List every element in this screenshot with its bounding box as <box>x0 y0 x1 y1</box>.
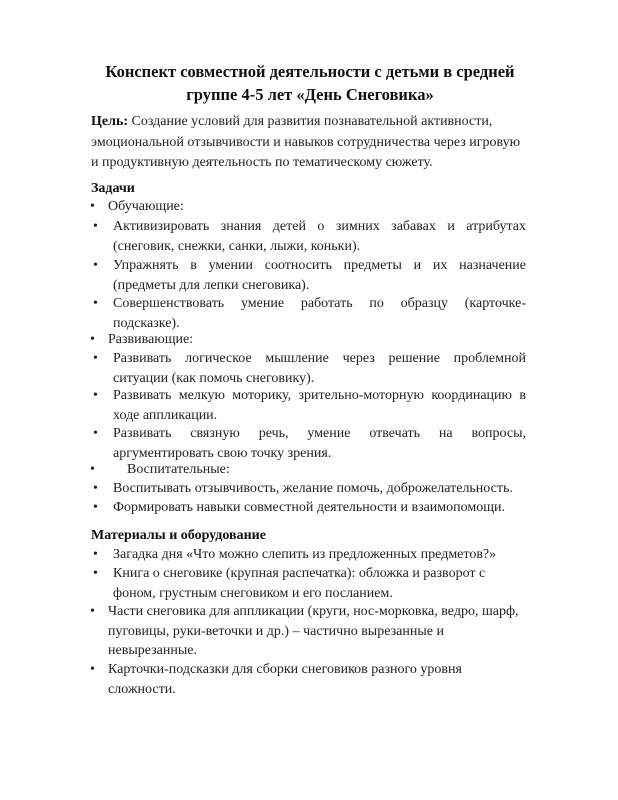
title-line-1: Конспект совместной деятельности с детьми в средней <box>105 62 515 81</box>
bullet-icon: • <box>90 199 95 214</box>
bullet-icon: • <box>93 481 98 496</box>
bullet-icon: • <box>93 547 98 562</box>
bullet-icon: • <box>93 351 98 366</box>
bullet-icon: • <box>90 604 95 619</box>
bullet-icon: • <box>93 219 98 234</box>
goal-text: Создание условий для развития познавательной активности, эмоциональной отзывчивости и навыков сотрудничества через игровую и продуктивную деятельность по тематическому сюжету. <box>91 114 521 170</box>
document-page: Конспект совместной деятельности с детьми в средней группе 4-5 лет «День Снеговика» Цель: Создание условий для развития познавательной активности, эмоциональной отзывчивости и навыков сотрудничества через игровую и продуктивную деятельность по тематическому сюжету. Задачи • Обучающие: • Активизировать знания детей о зимних забавах и атрибутах (снеговик, снежки, санки, лыжи, коньки). • Упражнять в умении соотносить предметы и их назначение (предметы для лепки снеговика). • Совершенствовать умение работать по образцу (карточке-подсказке). • Развивающие: • Развивать логическое мышление через решение проблемной ситуации (как помочь снеговику). • Развивать мелкую моторику, зрительно-моторную координацию в ходе аппликации. • Развивать связную речь, умение отвечать на вопросы, аргументировать свою точку зрения. • Воспитательные: • Воспитывать отзывчивость, желание помочь, доброжелательность. • Формировать навыки совместной деятельности и взаимопомощи. Материалы и оборудование • Загадка дня «Что можно слепить из предложенных предметов?» • Книга о снеговике (крупная распечатка): обложка и разворот с фоном, грустным снеговиком и его посланием. • Части снеговика для аппликации (круги, нос-морковка, ведро, шарф, пуговицы, руки-веточки и др.) – частично вырезанные и невырезанные. • Карточки-подсказки для сборки снеговиков разного уровня сложности. <box>0 0 618 800</box>
bullet-icon: • <box>90 662 95 677</box>
bullet-icon: • <box>93 566 98 581</box>
goal-label: Цель: <box>91 114 129 129</box>
materials-heading: Материалы и оборудование <box>91 528 266 543</box>
bullet-icon: • <box>90 462 95 477</box>
bullet-icon: • <box>93 426 98 441</box>
bullet-icon: • <box>93 388 98 403</box>
bullet-icon: • <box>93 296 98 311</box>
bullet-icon: • <box>93 500 98 515</box>
bullet-icon: • <box>93 258 98 273</box>
document-title <box>60 60 560 106</box>
goal-paragraph <box>91 112 531 174</box>
title-line-2: группе 4-5 лет «День Снеговика» <box>186 85 434 104</box>
tasks-heading: Задачи <box>91 181 135 196</box>
bullet-icon: • <box>90 332 95 347</box>
